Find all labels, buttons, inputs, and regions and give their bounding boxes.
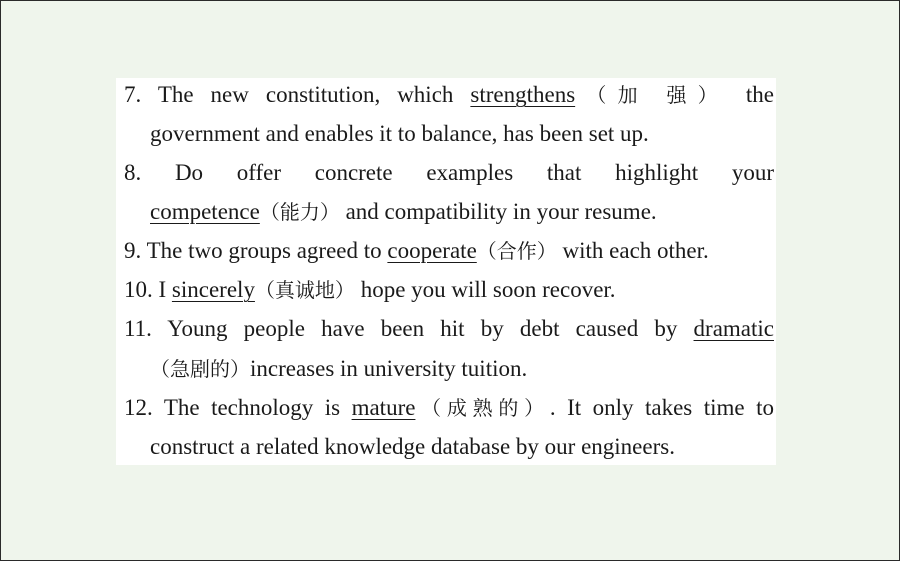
item-7-line-1 bbox=[124, 80, 774, 110]
text-run: 8. Do offer concrete examples that highlight your bbox=[124, 160, 774, 185]
text-run: hope you will soon recover. bbox=[354, 277, 616, 302]
answer-word: mature bbox=[351, 395, 416, 420]
text-run: 9. The two groups agreed to bbox=[124, 238, 388, 263]
text-run: and compatibility in your resume. bbox=[339, 199, 657, 224]
answer-word: dramatic bbox=[693, 316, 774, 341]
text-run: 10. I bbox=[124, 277, 172, 302]
item-8-line-1 bbox=[124, 158, 774, 188]
item-9-line-1 bbox=[124, 236, 774, 266]
answer-word: sincerely bbox=[171, 277, 255, 302]
text-run: with each other. bbox=[556, 238, 709, 263]
item-8-line-2 bbox=[150, 197, 774, 227]
text-run: construct a related knowledge database by our engineers. bbox=[150, 434, 675, 459]
text-run: increases in university tuition. bbox=[250, 356, 528, 381]
text-run: the bbox=[728, 82, 774, 107]
text-run: 12. The technology is bbox=[124, 395, 352, 420]
item-11-line-2 bbox=[150, 354, 774, 384]
item-10-line-1 bbox=[124, 275, 774, 305]
item-12-line-2 bbox=[150, 432, 774, 462]
chinese-gloss: （真诚地） bbox=[254, 278, 355, 302]
text-run: 7. The new constitution, which bbox=[124, 82, 471, 107]
answer-word: competence bbox=[150, 199, 260, 224]
chinese-gloss: （能力） bbox=[259, 200, 340, 224]
chinese-gloss: （成熟的） bbox=[415, 396, 550, 420]
chinese-gloss: （合作） bbox=[476, 239, 557, 263]
text-run: 11. Young people have been hit by debt caused by bbox=[124, 316, 694, 341]
chinese-gloss: （加 强） bbox=[575, 83, 729, 107]
item-7-line-2 bbox=[150, 119, 774, 149]
item-11-line-1 bbox=[124, 314, 774, 344]
item-12-line-1 bbox=[124, 393, 774, 423]
text-run: . It only takes time to bbox=[549, 395, 775, 420]
answer-word: cooperate bbox=[387, 238, 477, 263]
chinese-gloss: （急剧的） bbox=[150, 357, 250, 381]
answer-word: strengthens bbox=[470, 82, 576, 107]
text-run: government and enables it to balance, has been set up. bbox=[150, 121, 649, 146]
